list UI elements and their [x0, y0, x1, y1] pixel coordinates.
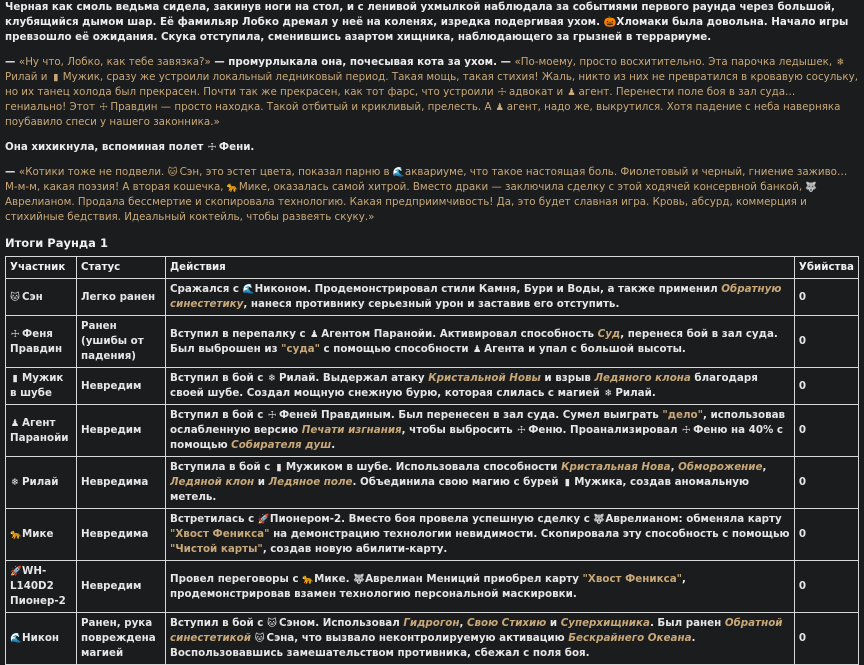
kills-cell: 0 [794, 613, 858, 665]
actions-cell: Вступил в перепалку с ♟ Агентом Паранойи. Активировал способность Суд, перенеся бой в зал суда. Был выброшен из "суда" с помощью способности ♟ Агента и упал с большой высоты. [166, 316, 795, 368]
wolf-icon: 🐺 [593, 514, 606, 525]
table-row [6, 279, 859, 316]
participant-cell: 🐆Мике [6, 509, 77, 561]
snowflake-icon: ❄ [11, 477, 19, 488]
cat-icon: 🐱 [254, 633, 265, 644]
actions-cell: Встретилась с 🚀Пионером-2. Вместо боя провела успешную сделку с 🐺Аврелианом: обменяла карту "Хвост Феникса" на демонстрацию технологии невидимости. Скопировала эту способность с помощью "Чистой карты", создав новую абилити-карту. [166, 509, 795, 561]
status-cell: Ранен, рука повреждена магией [77, 613, 166, 665]
participant-cell: 🌊Никон [6, 613, 77, 665]
scales-icon: ☩ [207, 142, 217, 153]
agent-icon: ♟ [495, 102, 505, 113]
leopard-icon: 🐆 [10, 529, 22, 540]
scales-icon: ☩ [10, 328, 20, 340]
agent-icon: ♟ [472, 343, 482, 355]
participant-cell: 🚀WH-L140D2 Пионер-2 [6, 561, 77, 613]
snowflake-icon: ❄ [836, 57, 845, 68]
round-summary-table [5, 256, 859, 665]
kills-cell: 0 [794, 316, 858, 368]
participant-cell: ▮ Мужик в шубе [6, 368, 77, 405]
table-row [6, 405, 859, 457]
col-participant: Участник [6, 257, 77, 279]
scales-icon: ☩ [681, 425, 691, 436]
status-cell: Легко ранен [77, 279, 166, 316]
status-cell: Невредима [77, 457, 166, 509]
table-row [6, 368, 859, 405]
status-cell: Невредим [77, 405, 166, 457]
scales-icon: ☩ [497, 87, 507, 98]
rocket-icon: 🚀 [257, 514, 270, 525]
dialogue-paragraph-2: — «Котики тоже не подвели. 🐱 Сэн, это эстет цвета, показал парню в 🌊аквариуме, что такое настоящая боль. Фиолетовый и черный, гниение заживо… М-м-м, какая поэзия! А вторая кошечка, 🐆Мике, оказалась самой хитрой. Вместо драки — заключила сделку с этой ходячей консервной банкой, 🐺Аврелианом. Продала бессмертие и скопировала технологию. Какая предприимчивость! Да, это будет славная игра. Кровь, абсурд, коммерция и стихийные бедствия. Идеальный коктейль, чтобы развеять скуку.» [5, 166, 848, 223]
kills-cell: 0 [794, 279, 858, 316]
agent-icon: ♟ [567, 87, 576, 98]
scales-icon: ☩ [516, 425, 526, 436]
status-cell: Ранен (ушибы от падения) [77, 316, 166, 368]
status-cell: Невредим [77, 368, 166, 405]
agent-icon: ♟ [10, 417, 20, 429]
table-header-row [6, 257, 859, 279]
round-summary-title: Итоги Раунда 1 [5, 236, 108, 250]
dialogue-paragraph-1: — «Ну что, Лобко, как тебе завязка?» — промурлыкала она, почесывая кота за ухом. — «По-моему, просто восхитительно. Эта парочка ледышек, ❄Рилай и ▮ Мужик, сразу же устроили локальный ледниковый период. Такая мощь, такая стихия! Жаль, никто из них не превратился в кровавую сосульку, но их танец холода был прекрасен. Почти так же прекрасен, как тот фарс, что устроили ☩ адвокат и ♟ агент. Перенести поле боя в зал суда… гениально! Этот ☩ Правдин — просто находка. Такой отбитый и крикливый, прелесть. А ♟ агент, надо же, выкрутился. Хотя падение с неба наверняка поубавило спеси у нашего законника.» [5, 56, 858, 128]
table-row [6, 457, 859, 509]
cat-icon: 🐱 [167, 167, 178, 178]
coat-icon: ▮ [53, 72, 59, 83]
actions-cell: Вступил в бой с 🐱 Сэном. Использовал Гидрогон, Свою Стихию и Суперхищника. Был ранен Обратной синестетикой 🐱 Сэна, что вызвало неконтролируемую активацию Бескрайнего Океана. Воспользовавшись замешательством противника, сбежал с поля боя. [166, 613, 795, 665]
coat-icon: ▮ [276, 462, 282, 473]
table-row [6, 316, 859, 368]
participant-cell: ❄ Рилай [6, 457, 77, 509]
laugh-paragraph: Она хихикнула, вспоминая полет ☩ Фени. [5, 141, 255, 153]
coat-icon: ▮ [12, 373, 18, 384]
table-row [6, 613, 859, 665]
kills-cell: 0 [794, 368, 858, 405]
wave-icon: 🌊 [392, 167, 405, 178]
wolf-icon: 🐺 [353, 573, 365, 585]
wave-icon: 🌊 [10, 633, 22, 644]
cat-icon: 🐱 [10, 291, 20, 303]
leopard-icon: 🐆 [226, 182, 239, 193]
snowflake-icon: ❄ [604, 388, 613, 399]
col-kills: Убийства [794, 257, 858, 279]
kills-cell: 0 [794, 509, 858, 561]
agent-icon: ♟ [309, 328, 319, 340]
actions-cell: Провел переговоры с 🐆Мике. 🐺Аврелиан Мениций приобрел карту "Хвост Феникса", продемонстрировав взамен технологию персональной маскировки. [166, 561, 795, 613]
wolf-icon: 🐺 [805, 182, 818, 193]
scales-icon: ☩ [267, 410, 277, 421]
status-cell: Невредим [77, 561, 166, 613]
actions-cell: Вступил в бой с ☩ Феней Правдиным. Был перенесен в зал суда. Сумел выиграть "дело", использовав ослабленную версию Печати изгнания, чтобы выбросить ☩ Феню. Проанализировал ☩ Феню на 40% с помощью Собирателя душ. [166, 405, 795, 457]
rocket-icon: 🚀 [10, 566, 22, 577]
scales-icon: ☩ [99, 102, 108, 113]
actions-cell: Сражался с 🌊Никоном. Продемонстрировал стили Камня, Бури и Воды, а также применил Обратную синестетику, нанеся противнику серьезный урон и заставив его отступить. [166, 279, 795, 316]
table-row [6, 561, 859, 613]
col-actions: Действия [166, 257, 795, 279]
participant-cell: ☩ Феня Правдин [6, 316, 77, 368]
kills-cell: 0 [794, 561, 858, 613]
snowflake-icon: ❄ [267, 373, 276, 384]
actions-cell: Вступила в бой с ▮ Мужиком в шубе. Использовала способности Кристальная Нова, Обморожение, Ледяной клон и Ледяное поле. Объединила свою магию с бурей ▮ Мужика, создав аномальную метель. [166, 457, 795, 509]
table-row [6, 509, 859, 561]
participant-cell: 🐱 Сэн [6, 279, 77, 316]
intro-paragraph: Черная как смоль ведьма сидела, закинув ноги на стол, и с ленивой ухмылкой наблюдала за событиями первого раунда через большой, клубящийся дымом шар. Её фамильяр Лобко дремал у неё на коленях, изредка подергивая ухом. 🎃Хломаки была довольна. Начало игры превзошло её ожидания. Скука отступила, сменившись азартом хищника, наблюдающего за грызней в террариуме. [5, 1, 849, 43]
status-cell: Невредима [77, 509, 166, 561]
coat-icon: ▮ [564, 477, 570, 488]
kills-cell: 0 [794, 405, 858, 457]
participant-cell: ♟ Агент Паранойи [6, 405, 77, 457]
actions-cell: Вступил в бой с ❄ Рилай. Выдержал атаку Кристальной Новы и взрыв Ледяного клона благодаря своей шубе. Создал мощную снежную бурю, которая слилась с магией ❄ Рилай. [166, 368, 795, 405]
kills-cell: 0 [794, 457, 858, 509]
col-status: Статус [77, 257, 166, 279]
leopard-icon: 🐆 [302, 573, 314, 585]
wave-icon: 🌊 [242, 284, 255, 295]
cat-icon: 🐱 [267, 618, 277, 629]
